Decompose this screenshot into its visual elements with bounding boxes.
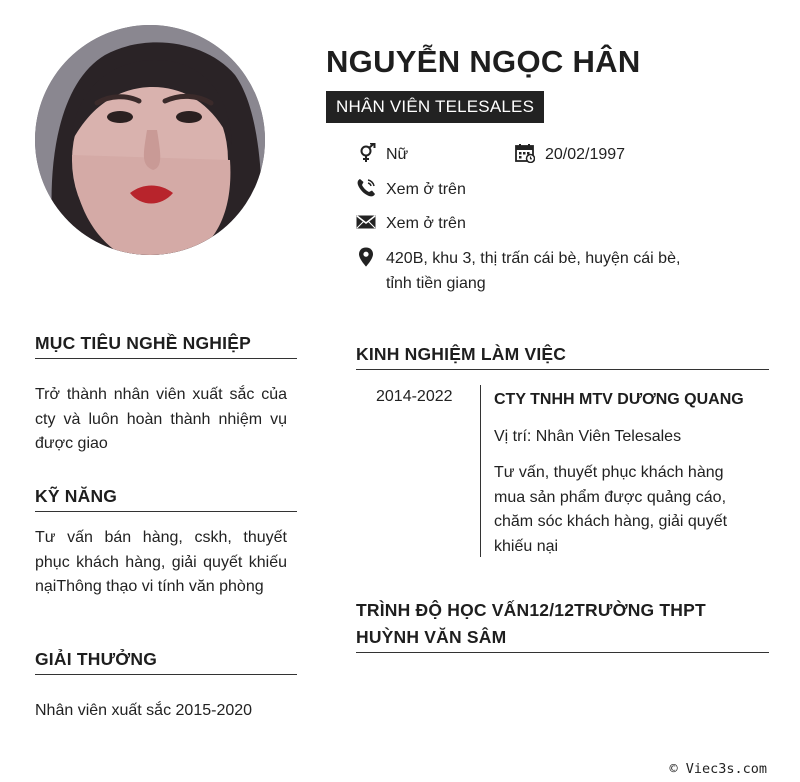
- education-heading-line-2: HUỲNH VĂN SÂM: [356, 627, 507, 647]
- copyright-footer: © Viec3s.com: [669, 761, 767, 777]
- gender-value: Nữ: [386, 146, 409, 163]
- phone-row: [356, 178, 556, 202]
- calendar-icon: [515, 143, 535, 163]
- experience-timeline-line: [480, 385, 481, 557]
- skills-heading: KỸ NĂNG: [35, 486, 297, 512]
- awards-heading: GIẢI THƯỞNG: [35, 649, 297, 675]
- skills-text: Tư vấn bán hàng, cskh, thuyết phục khách hàng, giải quyết khiếu nạiThông thạo vi tính văn phòng: [35, 529, 287, 595]
- job-title-badge: NHÂN VIÊN TELESALES: [326, 91, 544, 123]
- experience-heading: KINH NGHIỆM LÀM VIỆC: [356, 344, 769, 370]
- experience-description: Tư vấn, thuyết phục khách hàng mua sản phẩm được quảng cáo, chăm sóc khách hàng, giải quyết khiếu nại: [494, 464, 728, 555]
- phone-value: Xem ở trên: [386, 181, 466, 198]
- experience-company: CTY TNHH MTV DƯƠNG QUANG: [494, 391, 744, 408]
- address-row: [356, 247, 716, 297]
- address-line-2: tỉnh tiền giang: [386, 275, 486, 292]
- birthdate-row: [515, 143, 675, 167]
- education-heading: [356, 597, 769, 653]
- map-pin-icon: [356, 247, 376, 267]
- email-value: Xem ở trên: [386, 215, 466, 232]
- objective-heading: MỤC TIÊU NGHỀ NGHIỆP: [35, 333, 297, 359]
- address-line-1: 420B, khu 3, thị trấn cái bè, huyện cái bè,: [386, 250, 681, 267]
- gender-icon: [356, 143, 376, 163]
- email-row: [356, 212, 556, 236]
- birthdate-value: 20/02/1997: [545, 146, 626, 163]
- full-name: NGUYỄN NGỌC HÂN: [326, 44, 641, 79]
- experience-period: 2014-2022: [376, 388, 453, 405]
- phone-icon: [356, 178, 376, 198]
- experience-position: Vị trí: Nhân Viên Telesales: [494, 428, 682, 445]
- profile-photo: [35, 25, 265, 255]
- envelope-icon: [356, 212, 376, 232]
- awards-text: Nhân viên xuất sắc 2015-2020: [35, 702, 253, 719]
- objective-text: Trở thành nhân viên xuất sắc của cty và luôn hoàn thành nhiệm vụ được giao: [35, 386, 287, 452]
- gender-row: [356, 143, 496, 167]
- education-heading-line-1: TRÌNH ĐỘ HỌC VẤN12/12TRƯỜNG THPT: [356, 600, 706, 620]
